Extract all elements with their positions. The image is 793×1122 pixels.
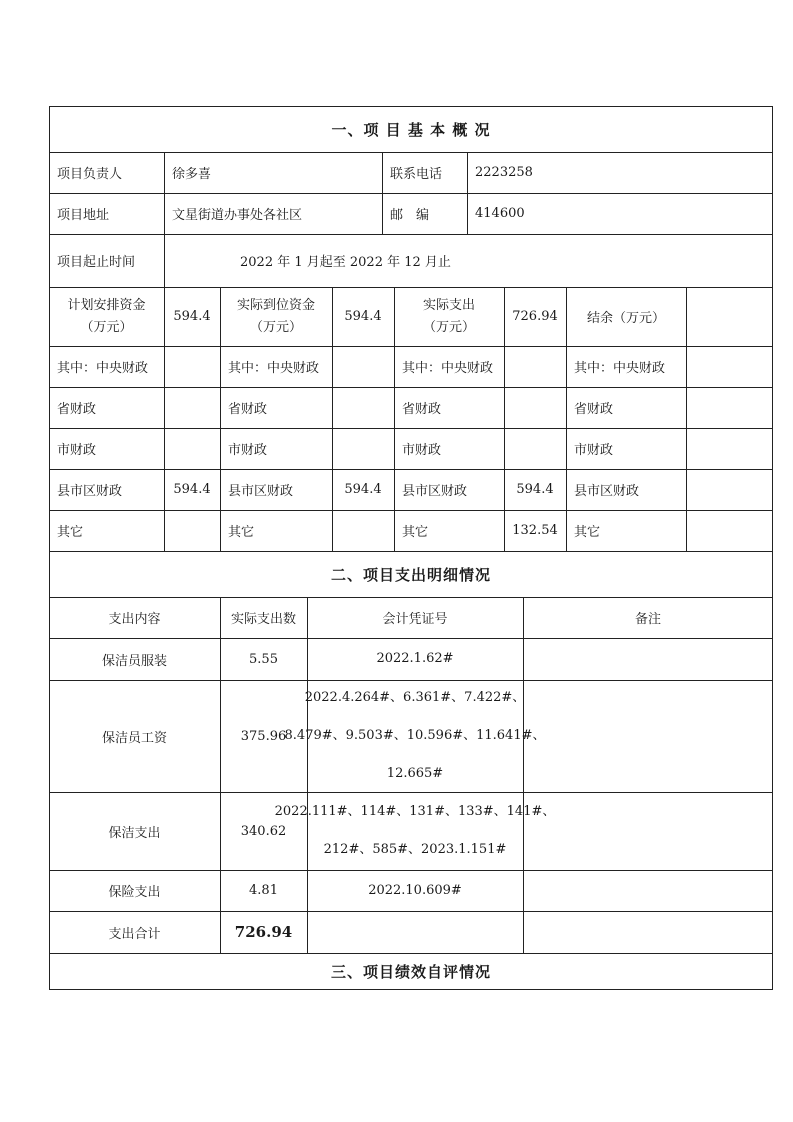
- rule: [382, 152, 383, 234]
- expense-voucher: [307, 870, 523, 911]
- spent-source-label: 市财政: [402, 443, 442, 458]
- planned-source-label: 其它: [57, 525, 84, 540]
- arrived-source-label: 市财政: [228, 443, 268, 458]
- voucher-line: 2022.1.62#: [376, 651, 454, 666]
- postcode-label: 邮 编: [390, 208, 430, 223]
- spent-source-value: 594.4: [516, 482, 554, 497]
- planned-source-label: 市财政: [57, 443, 97, 458]
- period-label: 项目起止时间: [57, 255, 136, 270]
- expense-total-label: 支出合计: [108, 926, 161, 942]
- arrived-label-line2: （万元）: [249, 319, 302, 335]
- address-label: 项目地址: [57, 208, 110, 223]
- spent-source-label: 县市区财政: [402, 484, 468, 499]
- spent-funds-label: [394, 287, 504, 346]
- balance-source-label: 市财政: [574, 443, 614, 458]
- spent-label-line1: 实际支出: [422, 297, 475, 313]
- planned-source-value: [164, 428, 220, 469]
- rule: [467, 152, 468, 234]
- section-detail-title: 二、项目支出明细情况: [330, 565, 491, 584]
- planned-label-line2: （万元）: [80, 319, 133, 335]
- voucher-line: 2022.4.264#、6.361#、7.422#、: [304, 690, 526, 705]
- expense-header-content: 支出内容: [108, 612, 161, 627]
- balance-source-value: [686, 387, 773, 428]
- expense-note: [523, 638, 773, 680]
- planned-source-label: 县市区财政: [57, 484, 123, 499]
- section-eval-title: 三、项目绩效自评情况: [330, 963, 491, 981]
- expense-amount: 5.55: [249, 651, 278, 667]
- voucher-line: 2022.111#、114#、131#、133#、141#、: [274, 804, 556, 819]
- expense-total-value: 726.94: [234, 923, 293, 941]
- expense-header-voucher: 会计凭证号: [382, 612, 448, 627]
- arrived-source-label: 省财政: [228, 402, 268, 417]
- spent-source-value: [504, 428, 566, 469]
- arrived-source-label: 县市区财政: [228, 484, 294, 499]
- spent-source-label: 其中：中央财政: [402, 361, 494, 376]
- spent-source-label: 省财政: [402, 402, 442, 417]
- expense-amount: 375.96: [240, 728, 287, 744]
- arrived-source-label: 其中：中央财政: [228, 361, 320, 376]
- expense-content: 保洁员工资: [101, 730, 167, 746]
- spent-funds-value: 726.94: [512, 309, 558, 324]
- spent-source-value: [504, 387, 566, 428]
- voucher-line: 212#、585#、2023.1.151#: [323, 842, 507, 857]
- planned-funds-label: [49, 287, 164, 346]
- balance-source-value: [686, 428, 773, 469]
- postcode-value: 414600: [475, 206, 525, 221]
- balance-source-value: [686, 346, 773, 387]
- balance-label: 结余（万元）: [586, 311, 665, 326]
- expense-amount: 340.62: [240, 823, 287, 839]
- arrived-source-value: [332, 428, 394, 469]
- arrived-source-value: [332, 346, 394, 387]
- arrived-source-value: [332, 510, 394, 551]
- leader-label: 项目负责人: [57, 167, 123, 182]
- arrived-label-line1: 实际到位资金: [236, 297, 315, 313]
- planned-source-value: 594.4: [173, 482, 211, 497]
- expense-content: 保险支出: [108, 885, 161, 900]
- balance-source-value: [686, 510, 773, 551]
- section-basic-title: 一、项 目 基 本 概 况: [331, 120, 491, 139]
- expense-voucher: [307, 638, 523, 680]
- arrived-source-label: 其它: [228, 525, 255, 540]
- balance-source-label: 其它: [574, 525, 601, 540]
- expense-note: [523, 870, 773, 911]
- balance-source-value: [686, 469, 773, 510]
- spent-source-label: 其它: [402, 525, 429, 540]
- arrived-funds-label: [220, 287, 332, 346]
- voucher-line: 12.665#: [386, 766, 444, 781]
- planned-source-label: 省财政: [57, 402, 97, 417]
- planned-label-line1: 计划安排资金: [67, 297, 146, 313]
- phone-value: 2223258: [475, 165, 533, 180]
- spent-source-value: [504, 346, 566, 387]
- arrived-source-value: 594.4: [344, 482, 382, 497]
- balance-source-label: 县市区财政: [574, 484, 640, 499]
- expense-header-note: 备注: [634, 612, 661, 627]
- expense-voucher: [284, 680, 546, 792]
- spent-label-line2: （万元）: [422, 319, 475, 335]
- expense-header-amount: 实际支出数: [230, 612, 296, 627]
- expense-content: 保洁支出: [108, 825, 161, 841]
- leader-value: 徐多喜: [172, 167, 212, 182]
- voucher-line: 2022.10.609#: [368, 882, 462, 898]
- arrived-source-value: [332, 387, 394, 428]
- planned-source-label: 其中：中央财政: [57, 361, 149, 376]
- planned-source-value: [164, 510, 220, 551]
- expense-content: 保洁员服装: [101, 653, 167, 669]
- period-value: 2022 年 1 月起至 2022 年 12 月止: [240, 255, 451, 270]
- balance-source-label: 其中：中央财政: [574, 361, 666, 376]
- phone-label: 联系电话: [390, 167, 443, 182]
- planned-source-value: [164, 346, 220, 387]
- expense-voucher: [274, 792, 556, 870]
- balance-value: [686, 287, 773, 346]
- planned-funds-value: 594.4: [173, 309, 211, 324]
- voucher-line: 8.479#、9.503#、10.596#、11.641#、: [284, 728, 546, 743]
- address-value: 文星街道办事处各社区: [172, 208, 303, 223]
- arrived-funds-value: 594.4: [344, 309, 382, 324]
- expense-note: [523, 792, 773, 870]
- balance-source-label: 省财政: [574, 402, 614, 417]
- spent-source-value: 132.54: [512, 523, 558, 538]
- expense-amount: 4.81: [249, 883, 278, 898]
- planned-source-value: [164, 387, 220, 428]
- expense-note: [523, 680, 773, 792]
- rule: [164, 152, 165, 287]
